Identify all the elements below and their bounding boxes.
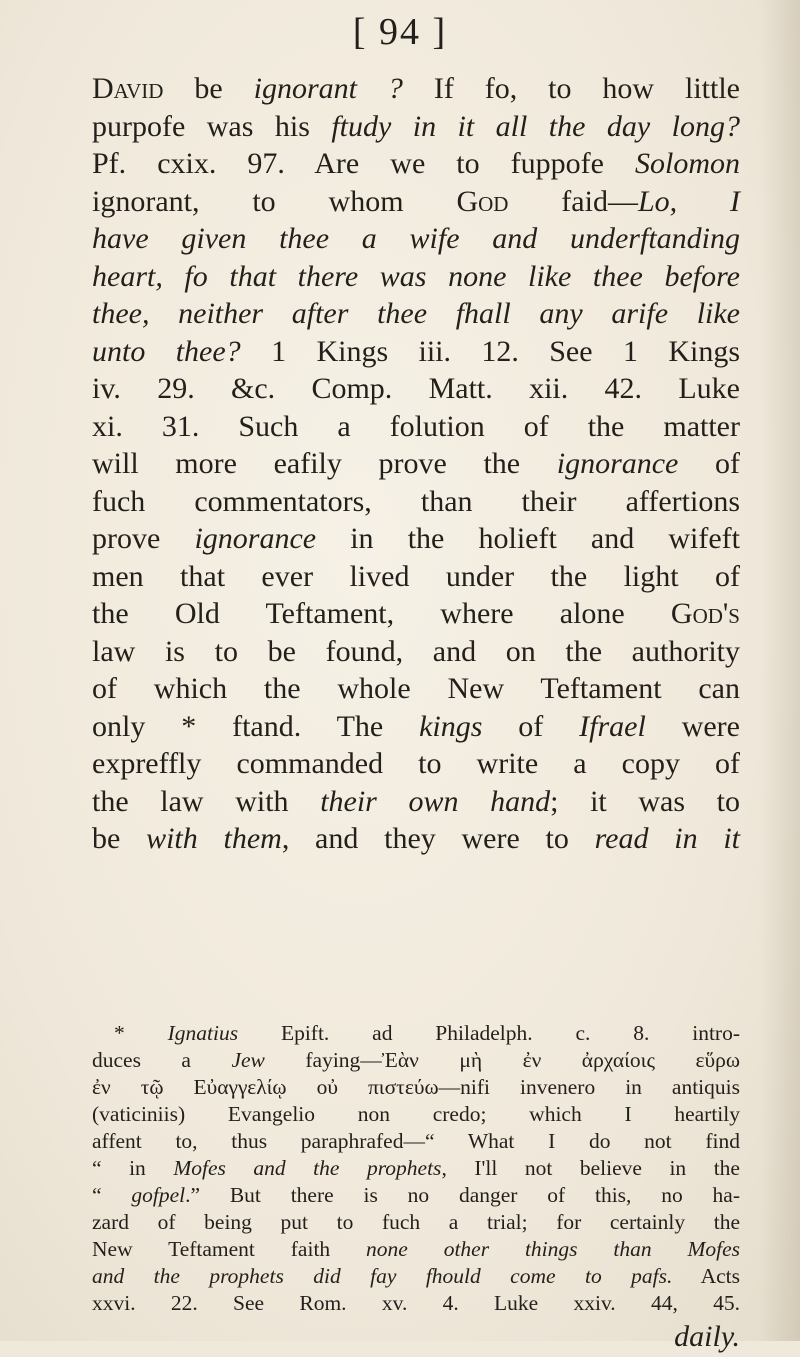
footnote (92, 1020, 740, 1357)
page-number: [ 94 ] (352, 11, 448, 53)
body-line: purpofe was his ftudy in it all the day long? (92, 109, 740, 143)
body-line: ignorant, to whom God faid—Lo, I (92, 184, 740, 218)
body-line: Pf. cxix. 97. Are we to fuppofe Solomon (92, 147, 740, 180)
body-line: only * ftand. The kings of Ifrael were (92, 709, 740, 743)
footnote-line: and the prophets did fay fhould come to pafs. Acts (92, 1264, 740, 1288)
body-line: will more eafily prove the ignorance of (92, 447, 740, 480)
footnote-line: * Ignatius Epift. ad Philadelph. c. 8. intro- (114, 1021, 741, 1045)
catchword: daily. (674, 1320, 740, 1353)
page-edge-shadow (760, 0, 800, 1341)
footnote-line: xxvi. 22. See Rom. xv. 4. Luke xxiv. 44, 45. (92, 1291, 740, 1315)
main-text (92, 70, 740, 858)
body-line: thee, neither after thee fhall any arife like (92, 297, 740, 330)
body-line: xi. 31. Such a folution of the matter (92, 409, 740, 443)
body-line: the Old Teftament, where alone God's (92, 597, 740, 630)
body-line: be with them, and they were to read in it (92, 822, 740, 855)
footnote-line: “ in Mofes and the prophets, I'll not believe in the (92, 1156, 740, 1180)
body-line: have given thee a wife and underftanding (92, 222, 740, 255)
body-line: the law with their own hand; it was to (92, 784, 741, 818)
body-line: prove ignorance in the holieft and wifeft (92, 522, 740, 555)
body-line: expreffly commanded to write a copy of (92, 747, 740, 780)
body-line: law is to be found, and on the authority (92, 634, 740, 668)
footnote-line: zard of being put to fuch a trial; for certainly the (92, 1210, 740, 1234)
body-line: David be ignorant ? If fo, to how little (92, 72, 740, 105)
body-line: men that ever lived under the light of (92, 559, 740, 593)
footnote-line: (vaticiniis) Evangelio non credo; which I heartily (92, 1102, 740, 1126)
footnote-line: affent to, thus paraphrafed—“ What I do not find (92, 1129, 740, 1153)
body-line: iv. 29. &c. Comp. Matt. xii. 42. Luke (92, 372, 740, 405)
footnote-line: New Teftament faith none other things than Mofes (92, 1237, 740, 1261)
body-line: heart, fo that there was none like thee before (92, 259, 740, 293)
footnote-line: ἐν τῷ Εὐαγγελίῳ οὐ πιστεύω—nifi invenero in antiquis (92, 1075, 740, 1099)
body-line: fuch commentators, than their affertions (92, 484, 740, 518)
footnote-line: “ gofpel.” But there is no danger of this, no ha- (92, 1183, 740, 1207)
body-line: of which the whole New Teftament can (92, 672, 740, 705)
footnote-line: duces a Jew faying—Ἐὰν μὴ ἐν ἀρχαίοις εὕρω (92, 1048, 740, 1072)
body-line: unto thee? 1 Kings iii. 12. See 1 Kings (92, 334, 740, 368)
